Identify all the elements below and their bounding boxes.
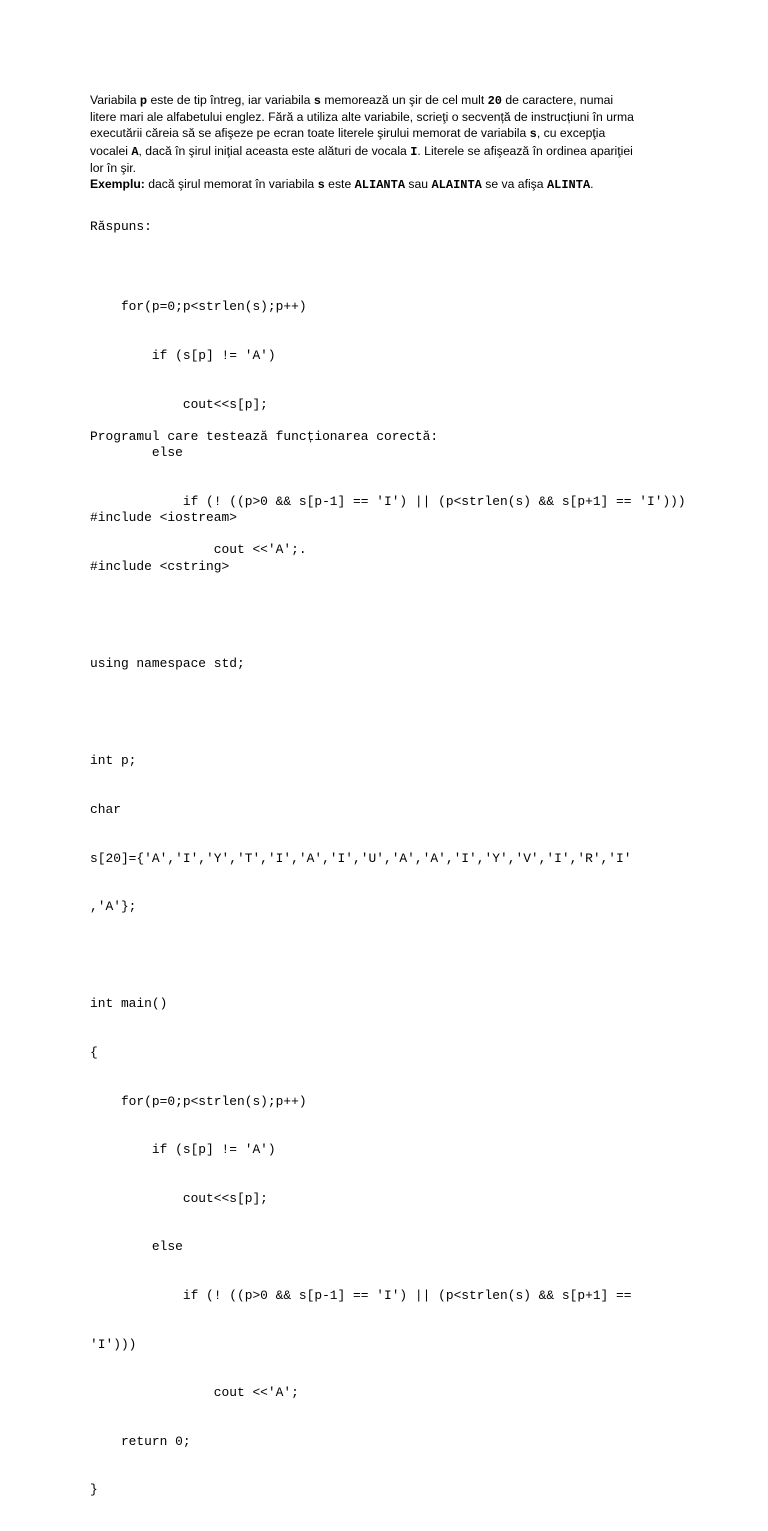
problem-line-1 <box>90 92 670 109</box>
vowel-a: A <box>131 144 139 159</box>
code-line: cout <<'A'; <box>90 1385 299 1401</box>
code-line: for(p=0;p<strlen(s);p++) <box>90 299 307 315</box>
code-line: if (! ((p>0 && s[p-1] == 'I') || (p<strlen(s) && s[p+1] == <box>90 1287 632 1303</box>
problem-line-5: lor în şir. <box>90 160 137 175</box>
code-line: { <box>90 1044 98 1060</box>
code-line: using namespace std; <box>90 656 245 672</box>
code-line: if (s[p] != 'A') <box>90 1142 276 1158</box>
code-line: #include <cstring> <box>90 559 230 574</box>
program-heading: Programul care testează funcționarea corectă: <box>90 429 439 444</box>
text: se va afişa <box>481 177 547 192</box>
example-line <box>90 176 670 193</box>
code-line: return 0; <box>90 1433 191 1449</box>
code-line: if (! ((p>0 && s[p-1] == 'I') || (p<strlen(s) && s[p+1] == 'I'))) <box>90 493 686 509</box>
problem-line-3 <box>90 125 670 142</box>
code-line: cout<<s[p]; <box>90 396 268 412</box>
text: dacă şirul memorat în variabila <box>144 177 318 192</box>
text: . Literele se afişează în ordinea apariţiei <box>417 143 633 158</box>
text: Variabila <box>90 93 140 107</box>
text: , dacă în şirul iniţial aceasta este alături de vocala <box>138 143 411 158</box>
text: , cu excepţia <box>536 126 606 141</box>
code-line: for(p=0;p<strlen(s);p++) <box>90 1093 307 1109</box>
code-line: ,'A'}; <box>90 899 137 915</box>
problem-line-2: litere mari ale alfabetului englez. Fără a utiliza alte variabile, scrieţi o secvență de instrucțiuni în urma <box>90 110 634 125</box>
code-line: cout<<s[p]; <box>90 1190 268 1206</box>
code-line: int main() <box>90 996 168 1012</box>
variable-p: p <box>139 94 148 108</box>
example-input-1: ALIANTA <box>354 178 406 193</box>
text: . <box>590 177 594 192</box>
text: de caractere, numai <box>502 93 614 107</box>
problem-line-4 <box>90 143 670 160</box>
code-line: #include <iostream> <box>90 510 237 526</box>
text: vocalei <box>90 143 132 158</box>
example-label: Exemplu: <box>90 177 145 192</box>
text: sau <box>405 177 432 192</box>
program-code-block <box>90 478 632 1531</box>
text: este de tip întreg, iar variabila <box>147 93 314 107</box>
code-line <box>90 608 632 624</box>
text: executării căreia să se afişeze pe ecran toate literele şirului memorat de variabila <box>90 126 530 141</box>
variable-s: s <box>529 127 537 142</box>
variable-s: s <box>317 178 325 193</box>
code-line: char <box>90 801 121 817</box>
problem-statement <box>90 92 670 193</box>
code-line: else <box>90 1239 183 1255</box>
code-line: cout <<'A';. <box>90 542 307 558</box>
code-line: else <box>90 445 183 461</box>
answer-heading: Răspuns: <box>90 219 152 234</box>
code-line: 'I'))) <box>90 1336 137 1352</box>
text: memorează un şir de cel mult <box>320 93 488 107</box>
example-output: ALINTA <box>546 178 591 193</box>
max-length-value: 20 <box>487 94 503 108</box>
code-line <box>90 948 632 964</box>
code-line: int p; <box>90 753 137 769</box>
code-line: if (s[p] != 'A') <box>90 348 276 363</box>
code-line: s[20]={'A','I','Y','T','I','A','I','U','A','A','I','Y','V','I','R','I' <box>90 850 632 866</box>
example-input-2: ALAINTA <box>431 178 482 193</box>
vowel-i: I <box>410 144 418 159</box>
text: este <box>324 177 355 192</box>
code-line: } <box>90 1482 98 1498</box>
variable-s: s <box>313 94 321 108</box>
code-line <box>90 705 632 721</box>
